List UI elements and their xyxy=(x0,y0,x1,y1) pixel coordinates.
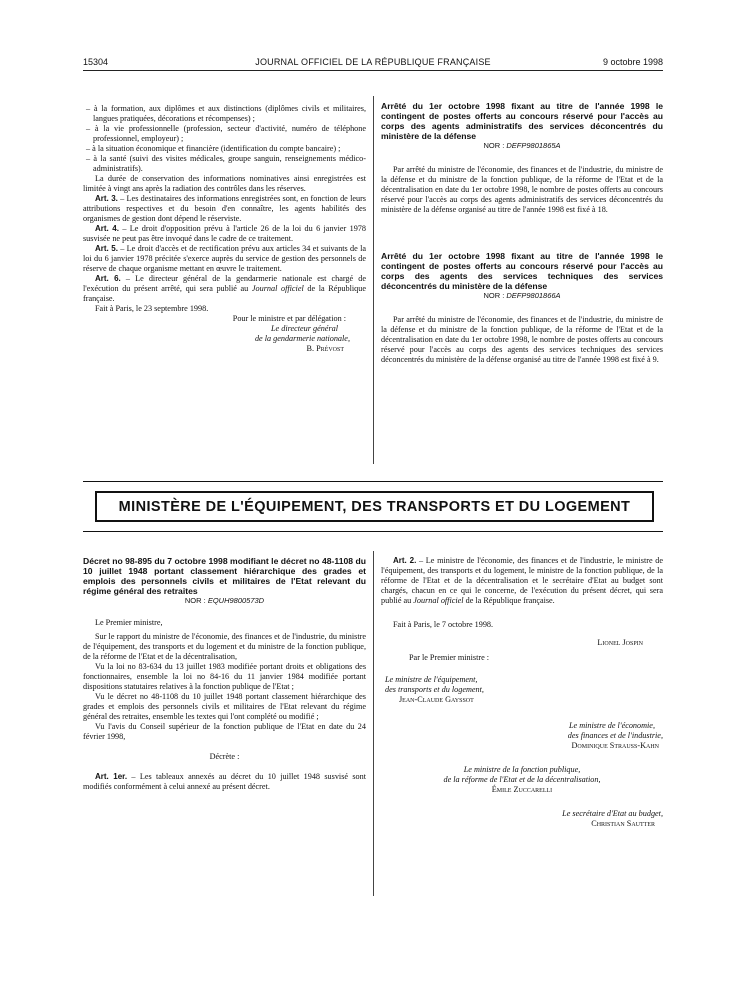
article-2 xyxy=(381,556,663,606)
article-4 xyxy=(83,224,366,244)
signature-title: Le ministre de l'économie, xyxy=(568,721,655,730)
fait-a-paris: Fait à Paris, le 7 octobre 1998. xyxy=(393,620,494,629)
signature-title: des transports et du logement, xyxy=(385,685,484,694)
article-text: de la République française. xyxy=(463,596,555,605)
article-label: Art. 3. xyxy=(95,194,118,203)
article-text: – Le ministre de l'économie, des finances et de l'industrie, le ministre de l'équipement, des transports et du logement, le ministre de la fonction publique, de la réforme de l'Etat et de la décentralisation et le secrétaire d'Etat au budget sont chargés, chacun en ce qui le concerne, de l'exécution du présent décret, qui sera publié au xyxy=(381,556,663,605)
signature-name: Christian Sautter xyxy=(591,819,655,828)
signature-name: B. Prévost xyxy=(306,344,344,353)
list-item: – à la santé (suivi des visites médicales, groupe sanguin, renseignements médico-administratifs). xyxy=(86,154,366,173)
nor-reference xyxy=(381,291,663,301)
journal-name: Journal officiel xyxy=(251,284,304,293)
article-text: – Les tableaux annexés au décret du 10 juillet 1948 susvisé sont modifiés conformément à celui annexé au présent décret. xyxy=(83,772,367,791)
nor-code: EQUH9800573D xyxy=(207,596,265,605)
nor-label: NOR : xyxy=(483,291,507,300)
arrete-title: Arrêté du 1er octobre 1998 fixant au titre de l'année 1998 le contingent de postes offerts au concours réservé pour l'accès au corps des agents des services techniques des services déconcentrés du ministère de la défense xyxy=(381,251,663,291)
signature-name: Émile Zuccarelli xyxy=(491,785,553,794)
signature-delegation: Pour le ministre et par délégation : xyxy=(232,314,346,323)
arrete-title: Arrêté du 1er octobre 1998 fixant au titre de l'année 1998 le contingent de postes offerts au concours réservé pour l'accès au corps des agents administratifs des services déconcentrés du ministère de la défense xyxy=(381,101,663,141)
signature-title: Le directeur général xyxy=(271,324,338,333)
premier-ministre: Le Premier ministre, xyxy=(95,618,163,627)
article-text: – Les destinataires des informations enregistrées sont, en fonction de leurs attributions respectives et du besoin d'en connaître, les agents habilités des organismes de gestion dont dépend le réserviste. xyxy=(83,194,366,223)
visa: Sur le rapport du ministre de l'économie, des finances et de l'industrie, du ministre de l'équipement, des transports et du logement et du ministre de la fonction publique, de la réforme de l'Etat et de la décentralisation, xyxy=(83,632,366,661)
par-premier-ministre: Par le Premier ministre : xyxy=(409,653,490,662)
left-bottom-column xyxy=(83,556,366,792)
article-6 xyxy=(83,274,366,304)
nor-label: NOR : xyxy=(184,596,208,605)
signature-title: Le ministre de l'équipement, xyxy=(385,675,478,684)
article-label: Art. 6. xyxy=(95,274,121,283)
fait-a-paris: Fait à Paris, le 23 septembre 1998. xyxy=(95,304,209,313)
nor-code: DEFP9801866A xyxy=(506,291,561,300)
visa: Vu la loi no 83-634 du 13 juillet 1983 modifiée portant droits et obligations des fonctionnaires, ensemble la loi no 84-16 du 11 janvier 1984 modifiée portant dispositions statutaires relatives à la fonction publique de l'Etat ; xyxy=(83,662,366,691)
nor-label: NOR : xyxy=(483,141,507,150)
list-item: – à la formation, aux diplômes et aux distinctions (diplômes civils et militaires, langues pratiquées, décorations et récompenses) ; xyxy=(86,104,366,123)
page-header xyxy=(83,57,663,71)
ministry-banner xyxy=(95,491,654,522)
journal-name: Journal officiel xyxy=(413,596,464,605)
article-3 xyxy=(83,194,366,224)
list-item: – à la vie professionnelle (profession, secteur d'activité, numéro de téléphone professionnel, employeur) ; xyxy=(86,124,366,143)
signature-name: Jean-Claude Gayssot xyxy=(399,695,474,704)
decrete: Décrète : xyxy=(209,752,240,761)
banner-rule xyxy=(83,481,663,482)
signature-title: des finances et de l'industrie, xyxy=(567,731,663,740)
article-text: de la République française. xyxy=(83,284,366,303)
journal-title: JOURNAL OFFICIEL DE LA RÉPUBLIQUE FRANÇAISE xyxy=(255,57,491,67)
signature-title: de la gendarmerie nationale, xyxy=(254,334,350,343)
visa: Vu l'avis du Conseil supérieur de la fonction publique de l'Etat en date du 24 février 1998, xyxy=(83,722,366,741)
left-top-column xyxy=(83,104,366,354)
ministry-name: MINISTÈRE DE L'ÉQUIPEMENT, DES TRANSPORTS ET DU LOGEMENT xyxy=(118,499,631,515)
signature-name: Dominique Strauss-Kahn xyxy=(571,741,659,750)
nor-code: DEFP9801865A xyxy=(506,141,561,150)
column-divider-bottom xyxy=(373,551,374,896)
signature-title: Le ministre de la fonction publique, xyxy=(463,765,581,774)
column-divider-top xyxy=(373,96,374,464)
signature-title: Le secrétaire d'Etat au budget, xyxy=(562,809,663,818)
article-text: – Le directeur général de la gendarmerie nationale est chargé de l'exécution du présent arrêté, qui sera publié au xyxy=(83,274,366,293)
nor-reference xyxy=(83,596,366,606)
paragraph-duree: La durée de conservation des informations nominatives ainsi enregistrées est limitée à vingt ans après la radiation des contrôles dans les réserves. xyxy=(83,174,366,193)
banner-rule xyxy=(83,531,663,532)
article-label: Art. 5. xyxy=(95,244,118,253)
article-text: – Le droit d'accès et de rectification prévu aux articles 34 et suivants de la loi du 6 janvier 1978 précitée s'exerce auprès du service de gestion des personnels de réserve de chaque organisme mettant en œuvre le traitement. xyxy=(83,244,367,273)
article-label: Art. 1er. xyxy=(95,772,128,781)
header-rule xyxy=(83,70,663,71)
article-text: – Le droit d'opposition prévu à l'article 26 de la loi du 6 janvier 1978 susvisée ne peut pas être invoqué dans le cadre de ce traitement. xyxy=(83,224,366,243)
article-label: Art. 2. xyxy=(393,556,417,565)
list-item: – à la situation économique et financière (identification du compte bancaire) ; xyxy=(86,144,341,153)
article-1 xyxy=(83,772,366,792)
article-5 xyxy=(83,244,366,274)
signature-title: de la réforme de l'Etat et de la décentralisation, xyxy=(443,775,601,784)
arrete-body: Par arrêté du ministre de l'économie, des finances et de l'industrie, du ministre de la défense et du ministre de la fonction publique, de la réforme de l'Etat et de la décentralisation en date du 1er octobre 1998, le nombre de postes offerts au concours réservé pour l'accès au corps des agents administratifs des services déconcentrés du ministère de la défense organisé au titre de l'année 1998 est fixé à 18. xyxy=(381,165,663,214)
page-number: 15304 xyxy=(83,57,109,67)
signature-name: Lionel Jospin xyxy=(597,638,643,647)
article-label: Art. 4. xyxy=(95,224,119,233)
visa: Vu le décret no 48-1108 du 10 juillet 1948 portant classement hiérarchique des grades et emplois des personnels civils et militaires de l'Etat relevant du régime général des retraites, ensemble les textes qui l'ont complété ou modifié ; xyxy=(83,692,366,721)
nor-reference xyxy=(381,141,663,151)
arrete-body: Par arrêté du ministre de l'économie, des finances et de l'industrie, du ministre de la défense et du ministre de la fonction publique, de la réforme de l'Etat et de la décentralisation en date du 1er octobre 1998, le nombre de postes offerts au concours réservé pour l'accès au corps des agents des services techniques des services déconcentrés du ministère de la défense organisé au titre de l'année 1998 est fixé à 9. xyxy=(381,315,663,364)
right-top-column xyxy=(381,101,663,365)
decret-title: Décret no 98-895 du 7 octobre 1998 modifiant le décret no 48-1108 du 10 juillet 1948 portant classement hiérarchique des grades et emplois des personnels civils et militaires de l'Etat relevant du régime général des retraites xyxy=(83,556,366,596)
right-bottom-column xyxy=(381,556,663,829)
issue-date: 9 octobre 1998 xyxy=(602,57,663,67)
